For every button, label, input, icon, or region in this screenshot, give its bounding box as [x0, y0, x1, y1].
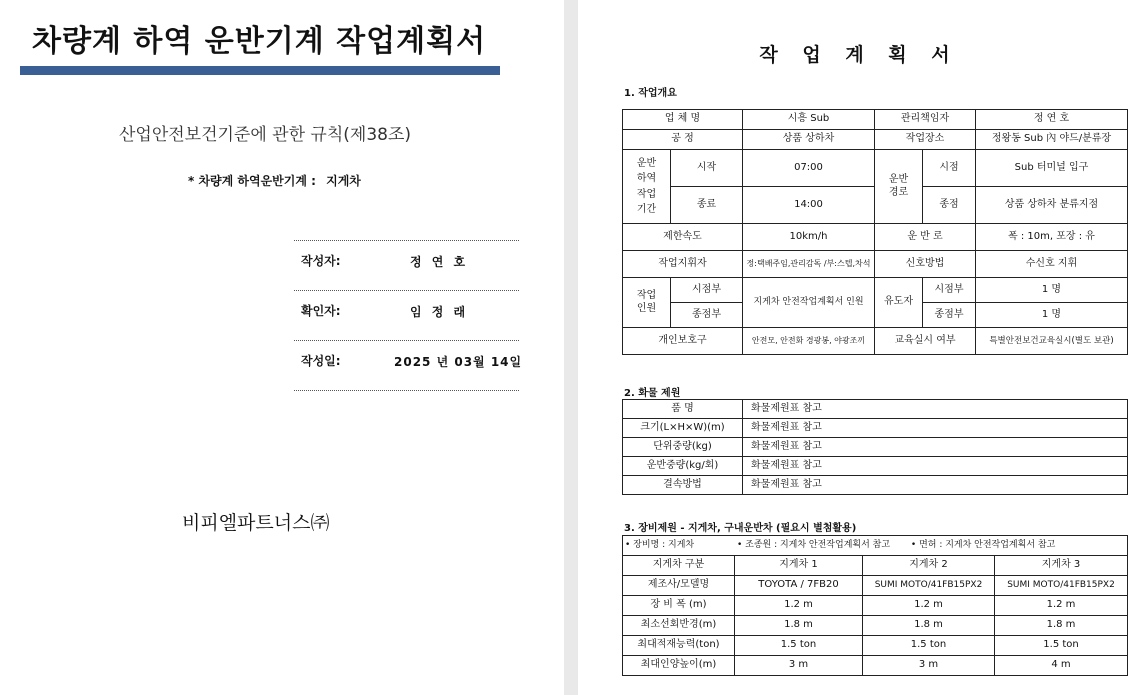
date-value: 2025 년 03월 14일	[394, 355, 523, 369]
row-label: 최대인양높이(m)	[623, 656, 735, 676]
checker-value: 임 정 래	[410, 305, 469, 319]
table-row	[623, 596, 1128, 616]
edu-value: 특별안전보건교육실시(별도 보관)	[976, 328, 1128, 355]
cargo-label: 운반중량(kg/회)	[623, 457, 743, 476]
cargo-value: 화물제원표 참고	[743, 438, 1128, 457]
cell-value: 1.8 m	[735, 616, 863, 636]
table-row	[623, 476, 1128, 495]
column-header: 지게차 구분	[623, 556, 735, 576]
cargo-value: 화물제원표 참고	[743, 400, 1128, 419]
equipment-name: • 장비명 : 지게차	[625, 539, 695, 550]
cell-value: 1.5 ton	[863, 636, 995, 656]
sign-divider	[294, 290, 519, 291]
writer-label: 작성자:	[301, 254, 341, 268]
writer-value: 정 연 호	[410, 255, 469, 269]
table-row	[623, 457, 1128, 476]
table-row	[623, 656, 1128, 676]
guide-start-label: 시점부	[923, 278, 976, 303]
cargo-label: 결속방법	[623, 476, 743, 495]
worker-label: 작업 인원	[623, 278, 671, 328]
title-underline-bar	[20, 66, 500, 75]
cell-value: 1.2 m	[863, 596, 995, 616]
work-plan-page	[578, 0, 1140, 695]
speed-value: 10km/h	[743, 224, 875, 251]
route-label: 운반 경로	[875, 150, 923, 224]
company-label: 업 체 명	[623, 110, 743, 130]
cell-value: SUMI MOTO/41FB15PX2	[863, 576, 995, 596]
ppe-value: 안전모, 안전화 경광봉, 야광조끼	[743, 328, 875, 355]
cell-value: 1.5 ton	[995, 636, 1128, 656]
end-label: 종료	[671, 187, 743, 224]
row-label: 최대적재능력(ton)	[623, 636, 735, 656]
start-label: 시작	[671, 150, 743, 187]
worker-value: 지게차 안전작업계획서 인원	[743, 278, 875, 328]
operator-info: • 조종원 : 지게차 안전작업계획서 참고	[736, 539, 891, 550]
section2-title: 2. 화물 제원	[624, 388, 681, 399]
machine-type-value: 지게차	[326, 174, 361, 188]
table-row	[623, 400, 1128, 419]
cargo-value: 화물제원표 참고	[743, 419, 1128, 438]
row-label: 최소선회반경(m)	[623, 616, 735, 636]
doc-title: 작 업 계 획 서	[759, 44, 959, 66]
guide-end-label: 종점부	[923, 303, 976, 328]
equipment-spec-table	[622, 535, 1128, 676]
dest-value: 상품 상하차 분류지점	[976, 187, 1128, 224]
cell-value: 1.5 ton	[735, 636, 863, 656]
section3-title: 3. 장비제원 - 지게차, 구내운반차 (필요시 별첨활용)	[624, 523, 857, 534]
machine-type-label: * 차량계 하역운반기계 :	[188, 174, 316, 188]
column-header: 지게차 3	[995, 556, 1128, 576]
cover-subtitle: 산업안전보건기준에 관한 규칙(제38조)	[118, 125, 412, 145]
section1-title: 1. 작업개요	[624, 88, 677, 99]
guide-start-value: 1 명	[976, 278, 1128, 303]
row-label: 장 비 폭 (m)	[623, 596, 735, 616]
worker-start-label: 시점부	[671, 278, 743, 303]
cargo-value: 화물제원표 참고	[743, 457, 1128, 476]
row-label: 제조사/모델명	[623, 576, 735, 596]
table-row	[623, 576, 1128, 596]
origin-label: 시점	[923, 150, 976, 187]
commander-value: 정:택배주임,관리감독 /부:스텝,차석	[743, 251, 875, 278]
guide-label: 유도자	[875, 278, 923, 328]
sign-divider	[294, 240, 519, 241]
manager-value: 정 연 호	[976, 110, 1128, 130]
cell-value: 1.8 m	[863, 616, 995, 636]
period-label: 운반 하역 작업 기간	[623, 150, 671, 224]
guide-end-value: 1 명	[976, 303, 1128, 328]
cell-value: 4 m	[995, 656, 1128, 676]
end-value: 14:00	[743, 187, 875, 224]
cell-value: 1.8 m	[995, 616, 1128, 636]
origin-value: Sub 터미널 입구	[976, 150, 1128, 187]
speed-label: 제한속도	[623, 224, 743, 251]
column-header: 지게차 1	[735, 556, 863, 576]
table-row	[623, 616, 1128, 636]
table-row	[623, 438, 1128, 457]
checker-label: 확인자:	[301, 304, 341, 318]
start-value: 07:00	[743, 150, 875, 187]
cell-value: 1.2 m	[735, 596, 863, 616]
company-name: 비피엘파트너스㈜	[182, 512, 330, 534]
sign-divider	[294, 390, 519, 391]
cover-title: 차량계 하역 운반기계 작업계획서	[32, 24, 487, 59]
road-value: 폭 : 10m, 포장 : 유	[976, 224, 1128, 251]
road-label: 운 반 로	[875, 224, 976, 251]
manager-label: 관리책임자	[875, 110, 976, 130]
process-value: 상품 상하차	[743, 130, 875, 150]
column-header: 지게차 2	[863, 556, 995, 576]
table-row	[623, 419, 1128, 438]
license-info: • 면허 : 지게차 안전작업계획서 참고	[910, 539, 1056, 550]
cargo-label: 품 명	[623, 400, 743, 419]
cover-page	[0, 0, 564, 695]
place-label: 작업장소	[875, 130, 976, 150]
process-label: 공 정	[623, 130, 743, 150]
dest-label: 종점	[923, 187, 976, 224]
sign-divider	[294, 340, 519, 341]
edu-label: 교육실시 여부	[875, 328, 976, 355]
cell-value: SUMI MOTO/41FB15PX2	[995, 576, 1128, 596]
equipment-info	[623, 536, 1128, 556]
signal-label: 신호방법	[875, 251, 976, 278]
cell-value: 3 m	[863, 656, 995, 676]
machine-type	[188, 172, 361, 189]
table-row	[623, 636, 1128, 656]
signal-value: 수신호 지휘	[976, 251, 1128, 278]
date-label: 작성일:	[301, 354, 341, 368]
commander-label: 작업지휘자	[623, 251, 743, 278]
worker-end-label: 종점부	[671, 303, 743, 328]
cell-value: 1.2 m	[995, 596, 1128, 616]
cell-value: 3 m	[735, 656, 863, 676]
table-header-row	[623, 556, 1128, 576]
cargo-label: 크기(L×H×W)(m)	[623, 419, 743, 438]
cell-value: TOYOTA / 7FB20	[735, 576, 863, 596]
cargo-value: 화물제원표 참고	[743, 476, 1128, 495]
cargo-label: 단위중량(kg)	[623, 438, 743, 457]
place-value: 정왕동 Sub 內 야드/분류장	[976, 130, 1128, 150]
cargo-spec-table	[622, 399, 1128, 495]
company-value: 시흥 Sub	[743, 110, 875, 130]
work-overview-table	[622, 109, 1128, 355]
ppe-label: 개인보호구	[623, 328, 743, 355]
